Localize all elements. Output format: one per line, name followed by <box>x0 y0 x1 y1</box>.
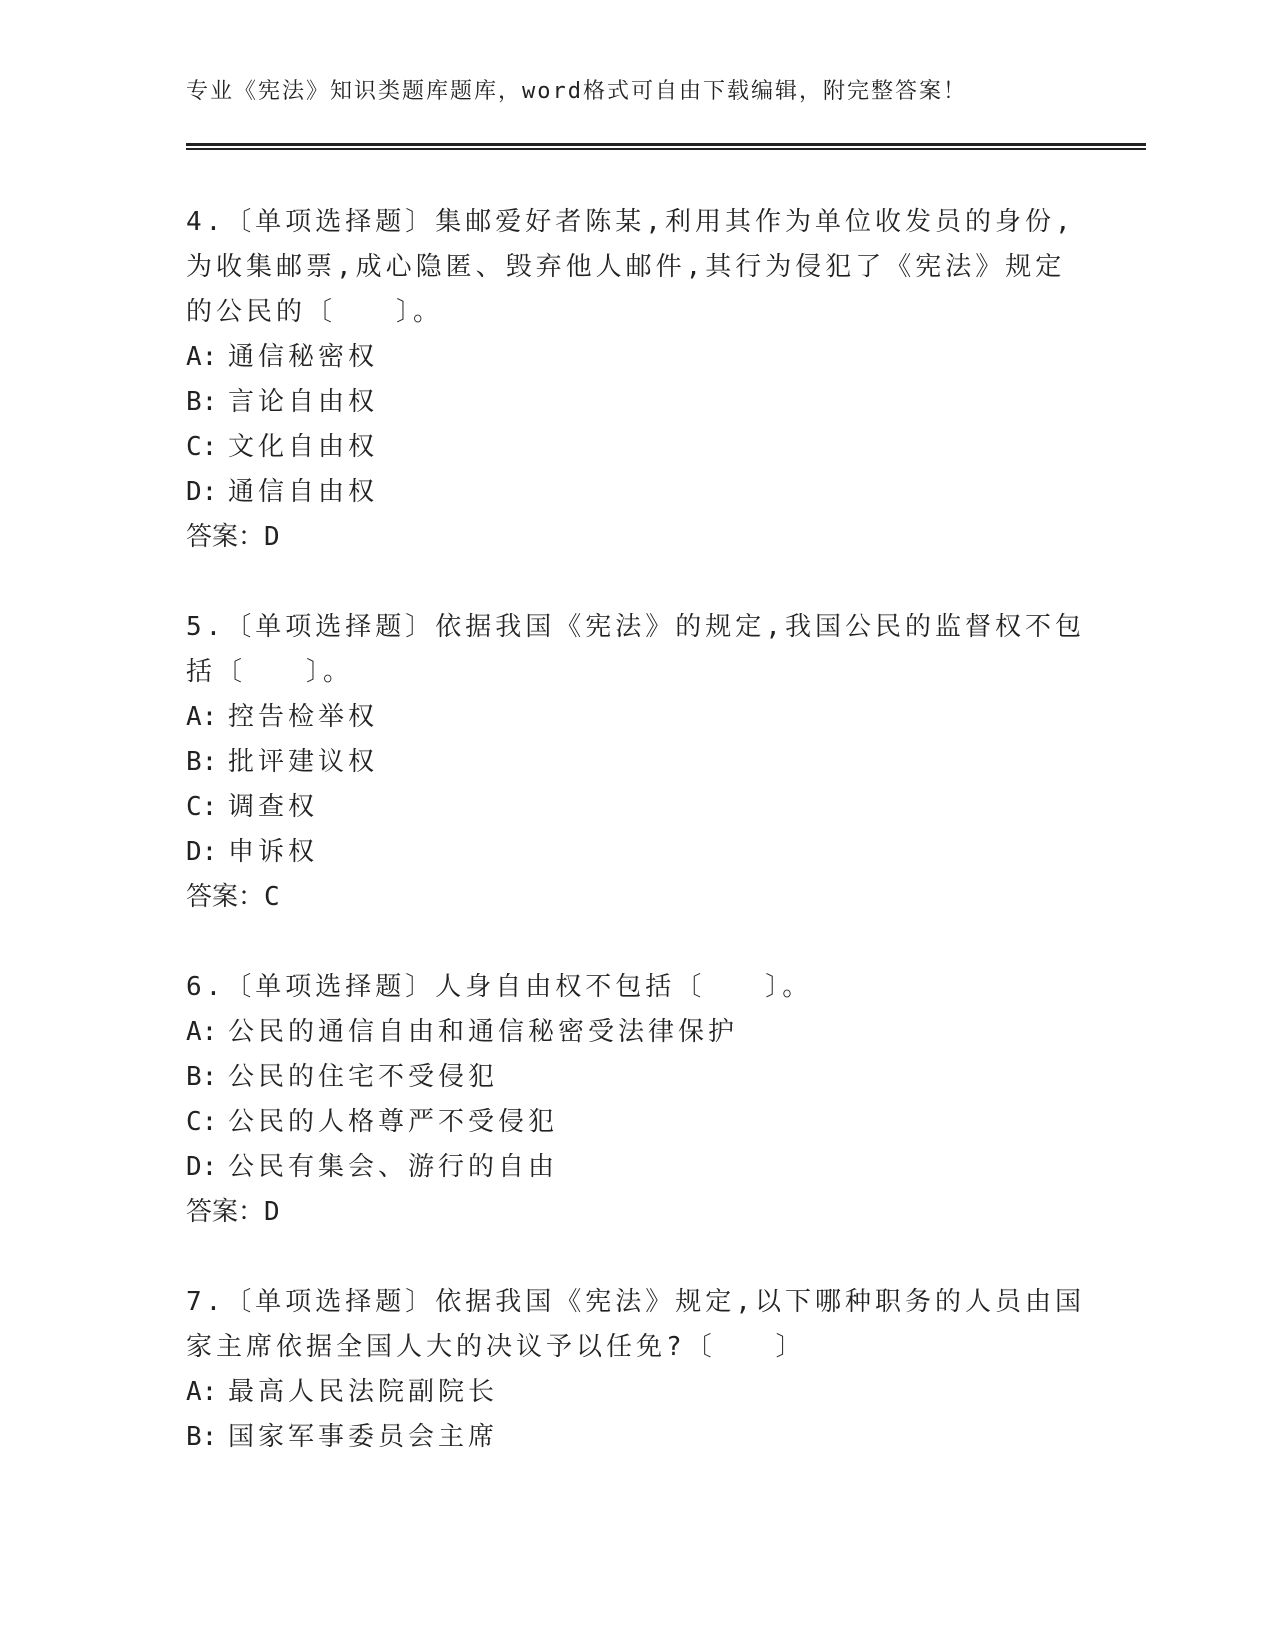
option-text: 申诉权 <box>228 837 319 867</box>
answer-label: 答案： <box>186 522 265 552</box>
option-text: 文化自由权 <box>228 432 379 462</box>
option-text: 通信秘密权 <box>228 342 379 372</box>
option-b <box>186 740 1086 785</box>
header-rule-thin <box>186 148 1146 150</box>
option-text: 公民的住宅不受侵犯 <box>228 1062 499 1092</box>
option-a <box>186 1010 1086 1055</box>
option-a <box>186 1370 1086 1415</box>
option-letter: B: <box>186 747 218 777</box>
question-stem: 7.〔单项选择题〕依据我国《宪法》规定,以下哪种职务的人员由国家主席依据全国人大的决议予以任免?〔 〕 <box>186 1287 1085 1362</box>
answer-value: D <box>264 1197 280 1227</box>
answer-line <box>186 1190 1086 1235</box>
option-text: 通信自由权 <box>228 477 379 507</box>
option-letter: D: <box>186 1152 218 1182</box>
question-list <box>186 200 1086 1505</box>
answer-line <box>186 875 1086 920</box>
option-letter: D: <box>186 837 218 867</box>
option-d <box>186 1145 1086 1190</box>
option-letter: B: <box>186 1062 218 1092</box>
question-stem: 4.〔单项选择题〕集邮爱好者陈某,利用其作为单位收发员的身份,为收集邮票,成心隐匿、毁弃他人邮件,其行为侵犯了《宪法》规定的公民的〔 〕。 <box>186 207 1075 327</box>
option-text: 国家军事委员会主席 <box>228 1422 499 1452</box>
option-letter: D: <box>186 477 218 507</box>
question-5 <box>186 605 1086 920</box>
option-letter: A: <box>186 1377 218 1407</box>
option-letter: B: <box>186 387 218 417</box>
option-letter: B: <box>186 1422 218 1452</box>
answer-label: 答案： <box>186 882 265 912</box>
question-stem: 6.〔单项选择题〕人身自由权不包括〔 〕。 <box>186 972 813 1002</box>
header-rule-thick <box>186 143 1146 146</box>
option-text: 公民有集会、游行的自由 <box>228 1152 559 1182</box>
option-letter: A: <box>186 702 218 732</box>
option-c <box>186 1100 1086 1145</box>
option-text: 调查权 <box>228 792 319 822</box>
option-c <box>186 785 1086 830</box>
answer-line <box>186 515 1086 560</box>
option-letter: A: <box>186 342 218 372</box>
option-letter: A: <box>186 1017 218 1047</box>
option-text: 公民的通信自由和通信秘密受法律保护 <box>228 1017 739 1047</box>
question-6 <box>186 965 1086 1235</box>
option-text: 最高人民法院副院长 <box>228 1377 499 1407</box>
option-c <box>186 425 1086 470</box>
option-b <box>186 380 1086 425</box>
question-4 <box>186 200 1086 560</box>
answer-value: C <box>264 882 280 912</box>
option-d <box>186 830 1086 875</box>
option-text: 公民的人格尊严不受侵犯 <box>228 1107 559 1137</box>
option-a <box>186 335 1086 380</box>
option-text: 控告检举权 <box>228 702 379 732</box>
option-a <box>186 695 1086 740</box>
option-letter: C: <box>186 432 218 462</box>
option-text: 批评建议权 <box>228 747 379 777</box>
option-letter: C: <box>186 792 218 822</box>
option-d <box>186 470 1086 515</box>
option-letter: C: <box>186 1107 218 1137</box>
answer-value: D <box>264 522 280 552</box>
question-stem: 5.〔单项选择题〕依据我国《宪法》的规定,我国公民的监督权不包括〔 〕。 <box>186 612 1085 687</box>
question-7 <box>186 1280 1086 1460</box>
answer-label: 答案： <box>186 1197 265 1227</box>
option-b <box>186 1055 1086 1100</box>
option-b <box>186 1415 1086 1460</box>
option-text: 言论自由权 <box>228 387 379 417</box>
page-header: 专业《宪法》知识类题库题库，word格式可自由下载编辑，附完整答案！ <box>186 79 967 104</box>
